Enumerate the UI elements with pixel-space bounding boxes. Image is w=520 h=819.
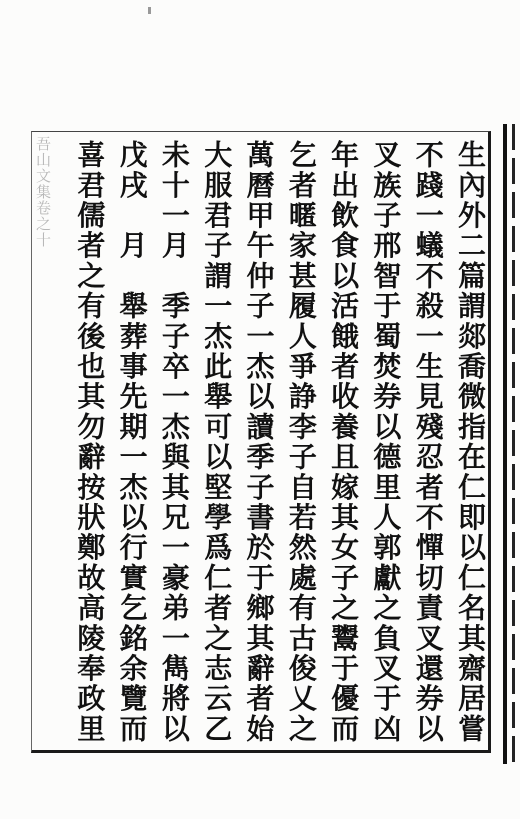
top-edge-mark bbox=[148, 7, 151, 14]
text-column-2: 不踐一蟻不殺一生見殘忍者不憚切責叉還券以 bbox=[411, 140, 445, 744]
text-column-3: 叉族子邢智于蜀焚券以德里人郭獻之負叉于凶 bbox=[369, 140, 403, 744]
text-column-6: 萬曆甲午仲子一杰以讀季子書於于鄉其辭者始 bbox=[242, 140, 276, 744]
text-column-7: 大服君子謂一杰此舉可以堅學爲仁者之志云乙 bbox=[200, 140, 234, 744]
text-column-10: 喜君儒者之有後也其勿辭按狀鄭故高陵奉政里 bbox=[73, 140, 107, 744]
margin-gutter bbox=[33, 136, 55, 748]
text-column-1: 生內外二篇謂郯喬微指在仁即以仁名其齋居嘗 bbox=[454, 140, 487, 744]
adjacent-page-edge bbox=[503, 124, 513, 764]
text-column-5: 乞者暱家甚履人爭諍李子自若然處有古俊乂之 bbox=[284, 140, 318, 744]
gutter-text: 吾山文集卷之十 bbox=[34, 136, 52, 248]
text-column-4: 年出飲食以活餓者收養且嫁其女子之鬻于優而 bbox=[327, 140, 361, 744]
text-columns bbox=[68, 140, 491, 746]
text-column-8: 未十一月 季子卒一杰與其兄一豪弟一雋將以 bbox=[157, 140, 191, 744]
text-column-9: 戊戌 月 舉葬事先期一杰以行實乞銘余覽而 bbox=[115, 140, 149, 744]
